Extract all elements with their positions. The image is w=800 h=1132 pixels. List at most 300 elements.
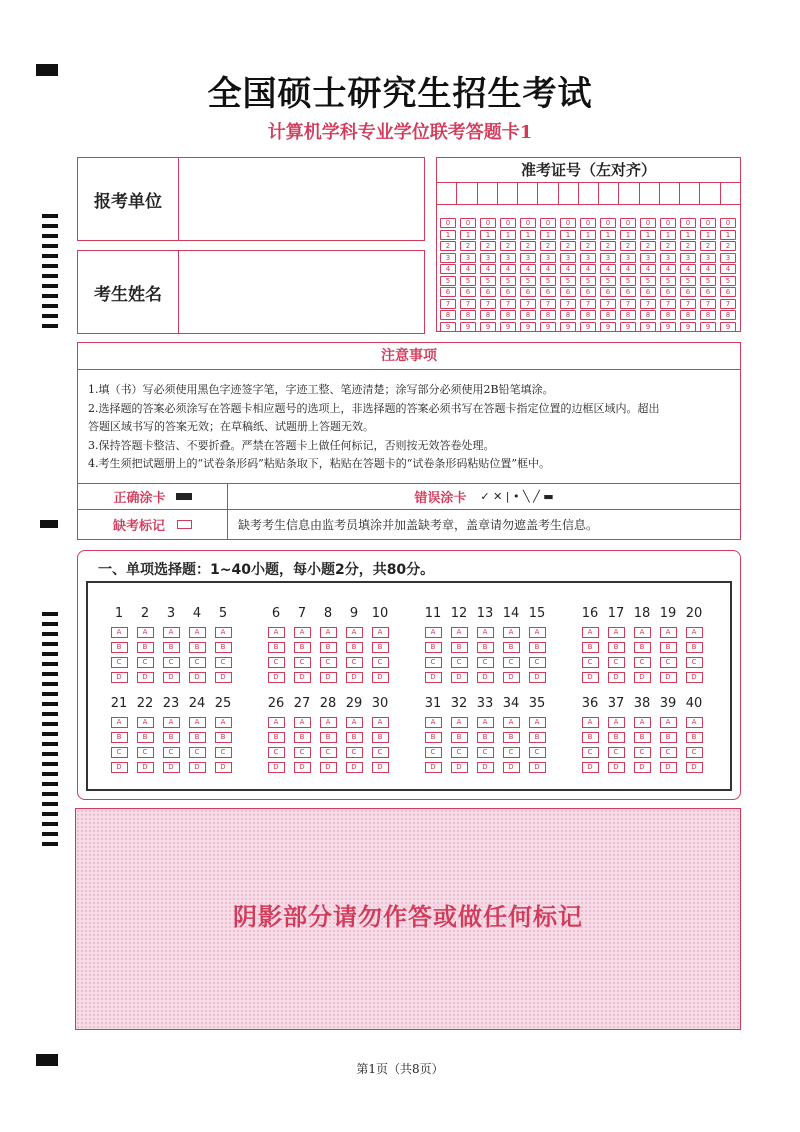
option-a-bubble[interactable]: A (529, 717, 546, 728)
digit-bubble[interactable]: 1 (640, 230, 656, 240)
option-d-bubble[interactable]: D (294, 672, 311, 683)
digit-bubble[interactable]: 0 (540, 218, 556, 228)
option-c-bubble[interactable]: C (372, 657, 389, 668)
option-d-bubble[interactable]: D (137, 672, 154, 683)
digit-bubble[interactable]: 0 (460, 218, 476, 228)
option-b-bubble[interactable]: B (582, 732, 599, 743)
option-b-bubble[interactable]: B (111, 642, 128, 653)
digit-bubble[interactable]: 0 (520, 218, 536, 228)
exam-number-cell[interactable] (478, 182, 498, 204)
option-b-bubble[interactable]: B (425, 732, 442, 743)
digit-bubble[interactable]: 9 (720, 322, 736, 332)
option-c-bubble[interactable]: C (451, 657, 468, 668)
name-field[interactable] (179, 251, 424, 333)
digit-bubble[interactable]: 0 (680, 218, 696, 228)
option-b-bubble[interactable]: B (503, 732, 520, 743)
digit-bubble[interactable]: 2 (460, 241, 476, 251)
option-a-bubble[interactable]: A (634, 627, 651, 638)
option-c-bubble[interactable]: C (582, 747, 599, 758)
digit-bubble[interactable]: 0 (480, 218, 496, 228)
digit-bubble[interactable]: 2 (540, 241, 556, 251)
digit-bubble[interactable]: 6 (480, 287, 496, 297)
option-d-bubble[interactable]: D (582, 762, 599, 773)
option-b-bubble[interactable]: B (529, 732, 546, 743)
digit-bubble[interactable]: 6 (460, 287, 476, 297)
option-a-bubble[interactable]: A (215, 717, 232, 728)
digit-bubble[interactable]: 4 (580, 264, 596, 274)
option-d-bubble[interactable]: D (111, 672, 128, 683)
option-d-bubble[interactable]: D (346, 762, 363, 773)
option-a-bubble[interactable]: A (634, 717, 651, 728)
digit-bubble[interactable]: 4 (620, 264, 636, 274)
digit-bubble[interactable]: 5 (620, 276, 636, 286)
digit-bubble[interactable]: 6 (520, 287, 536, 297)
digit-bubble[interactable]: 9 (560, 322, 576, 332)
digit-bubble[interactable]: 1 (520, 230, 536, 240)
option-b-bubble[interactable]: B (451, 732, 468, 743)
option-b-bubble[interactable]: B (163, 642, 180, 653)
option-c-bubble[interactable]: C (346, 657, 363, 668)
digit-bubble[interactable]: 5 (560, 276, 576, 286)
digit-bubble[interactable]: 7 (500, 299, 516, 309)
digit-bubble[interactable]: 6 (560, 287, 576, 297)
digit-bubble[interactable]: 7 (640, 299, 656, 309)
option-d-bubble[interactable]: D (320, 762, 337, 773)
option-d-bubble[interactable]: D (215, 672, 232, 683)
option-b-bubble[interactable]: B (268, 732, 285, 743)
digit-bubble[interactable]: 0 (440, 218, 456, 228)
exam-number-cell[interactable] (538, 182, 558, 204)
option-a-bubble[interactable]: A (608, 717, 625, 728)
digit-bubble[interactable]: 5 (480, 276, 496, 286)
digit-bubble[interactable]: 0 (500, 218, 516, 228)
option-a-bubble[interactable]: A (294, 717, 311, 728)
digit-bubble[interactable]: 0 (620, 218, 636, 228)
digit-bubble[interactable]: 6 (620, 287, 636, 297)
option-c-bubble[interactable]: C (503, 657, 520, 668)
option-b-bubble[interactable]: B (582, 642, 599, 653)
exam-number-cell[interactable] (498, 182, 518, 204)
digit-bubble[interactable]: 1 (720, 230, 736, 240)
option-b-bubble[interactable]: B (189, 732, 206, 743)
option-b-bubble[interactable]: B (215, 642, 232, 653)
digit-bubble[interactable]: 9 (540, 322, 556, 332)
option-d-bubble[interactable]: D (634, 762, 651, 773)
option-a-bubble[interactable]: A (111, 717, 128, 728)
option-b-bubble[interactable]: B (137, 732, 154, 743)
digit-bubble[interactable]: 5 (500, 276, 516, 286)
option-d-bubble[interactable]: D (425, 762, 442, 773)
option-b-bubble[interactable]: B (268, 642, 285, 653)
option-c-bubble[interactable]: C (634, 747, 651, 758)
digit-bubble[interactable]: 6 (540, 287, 556, 297)
option-b-bubble[interactable]: B (163, 732, 180, 743)
digit-bubble[interactable]: 3 (600, 253, 616, 263)
option-c-bubble[interactable]: C (268, 657, 285, 668)
digit-bubble[interactable]: 9 (500, 322, 516, 332)
option-d-bubble[interactable]: D (686, 672, 703, 683)
option-b-bubble[interactable]: B (608, 642, 625, 653)
option-d-bubble[interactable]: D (686, 762, 703, 773)
option-c-bubble[interactable]: C (686, 657, 703, 668)
option-b-bubble[interactable]: B (477, 642, 494, 653)
digit-bubble[interactable]: 7 (660, 299, 676, 309)
option-a-bubble[interactable]: A (189, 627, 206, 638)
option-a-bubble[interactable]: A (163, 627, 180, 638)
option-c-bubble[interactable]: C (111, 747, 128, 758)
digit-bubble[interactable]: 2 (560, 241, 576, 251)
digit-bubble[interactable]: 9 (700, 322, 716, 332)
option-a-bubble[interactable]: A (346, 717, 363, 728)
option-a-bubble[interactable]: A (686, 627, 703, 638)
digit-bubble[interactable]: 7 (540, 299, 556, 309)
option-b-bubble[interactable]: B (372, 642, 389, 653)
option-c-bubble[interactable]: C (608, 747, 625, 758)
digit-bubble[interactable]: 7 (600, 299, 616, 309)
option-d-bubble[interactable]: D (372, 672, 389, 683)
option-a-bubble[interactable]: A (189, 717, 206, 728)
digit-bubble[interactable]: 3 (520, 253, 536, 263)
option-c-bubble[interactable]: C (163, 747, 180, 758)
digit-bubble[interactable]: 7 (460, 299, 476, 309)
option-c-bubble[interactable]: C (137, 747, 154, 758)
option-a-bubble[interactable]: A (425, 717, 442, 728)
digit-bubble[interactable]: 5 (700, 276, 716, 286)
option-d-bubble[interactable]: D (582, 672, 599, 683)
option-b-bubble[interactable]: B (189, 642, 206, 653)
digit-bubble[interactable]: 6 (640, 287, 656, 297)
option-c-bubble[interactable]: C (529, 747, 546, 758)
exam-number-cell[interactable] (660, 182, 680, 204)
option-c-bubble[interactable]: C (294, 657, 311, 668)
digit-bubble[interactable]: 8 (640, 310, 656, 320)
digit-bubble[interactable]: 1 (600, 230, 616, 240)
option-a-bubble[interactable]: A (294, 627, 311, 638)
option-a-bubble[interactable]: A (137, 627, 154, 638)
digit-bubble[interactable]: 9 (620, 322, 636, 332)
digit-bubble[interactable]: 8 (580, 310, 596, 320)
digit-bubble[interactable]: 5 (600, 276, 616, 286)
option-a-bubble[interactable]: A (425, 627, 442, 638)
option-a-bubble[interactable]: A (320, 717, 337, 728)
option-b-bubble[interactable]: B (660, 642, 677, 653)
digit-bubble[interactable]: 8 (680, 310, 696, 320)
digit-bubble[interactable]: 8 (440, 310, 456, 320)
option-c-bubble[interactable]: C (189, 657, 206, 668)
digit-bubble[interactable]: 8 (600, 310, 616, 320)
option-d-bubble[interactable]: D (137, 762, 154, 773)
digit-bubble[interactable]: 0 (700, 218, 716, 228)
digit-bubble[interactable]: 7 (680, 299, 696, 309)
option-d-bubble[interactable]: D (503, 762, 520, 773)
digit-bubble[interactable]: 3 (500, 253, 516, 263)
digit-bubble[interactable]: 4 (640, 264, 656, 274)
option-b-bubble[interactable]: B (294, 642, 311, 653)
option-a-bubble[interactable]: A (582, 627, 599, 638)
digit-bubble[interactable]: 1 (660, 230, 676, 240)
digit-bubble[interactable]: 1 (540, 230, 556, 240)
digit-bubble[interactable]: 2 (440, 241, 456, 251)
option-a-bubble[interactable]: A (215, 627, 232, 638)
option-d-bubble[interactable]: D (268, 762, 285, 773)
digit-bubble[interactable]: 2 (580, 241, 596, 251)
option-a-bubble[interactable]: A (451, 717, 468, 728)
option-c-bubble[interactable]: C (660, 657, 677, 668)
option-a-bubble[interactable]: A (608, 627, 625, 638)
absent-mark-box[interactable] (177, 520, 192, 529)
option-b-bubble[interactable]: B (529, 642, 546, 653)
digit-bubble[interactable]: 8 (700, 310, 716, 320)
digit-bubble[interactable]: 5 (440, 276, 456, 286)
option-a-bubble[interactable]: A (346, 627, 363, 638)
option-d-bubble[interactable]: D (477, 672, 494, 683)
option-c-bubble[interactable]: C (451, 747, 468, 758)
digit-bubble[interactable]: 8 (480, 310, 496, 320)
exam-number-cell[interactable] (579, 182, 599, 204)
digit-bubble[interactable]: 4 (520, 264, 536, 274)
digit-bubble[interactable]: 2 (480, 241, 496, 251)
digit-bubble[interactable]: 3 (580, 253, 596, 263)
digit-bubble[interactable]: 6 (580, 287, 596, 297)
digit-bubble[interactable]: 0 (660, 218, 676, 228)
digit-bubble[interactable]: 2 (520, 241, 536, 251)
digit-bubble[interactable]: 3 (700, 253, 716, 263)
digit-bubble[interactable]: 5 (660, 276, 676, 286)
exam-number-cell[interactable] (518, 182, 538, 204)
digit-bubble[interactable]: 2 (500, 241, 516, 251)
digit-bubble[interactable]: 1 (560, 230, 576, 240)
exam-number-cell[interactable] (721, 182, 740, 204)
option-b-bubble[interactable]: B (503, 642, 520, 653)
digit-bubble[interactable]: 9 (660, 322, 676, 332)
digit-bubble[interactable]: 3 (720, 253, 736, 263)
option-c-bubble[interactable]: C (268, 747, 285, 758)
option-b-bubble[interactable]: B (608, 732, 625, 743)
option-a-bubble[interactable]: A (372, 717, 389, 728)
option-a-bubble[interactable]: A (320, 627, 337, 638)
exam-number-cell[interactable] (619, 182, 639, 204)
digit-bubble[interactable]: 4 (540, 264, 556, 274)
option-a-bubble[interactable]: A (268, 717, 285, 728)
option-c-bubble[interactable]: C (294, 747, 311, 758)
option-d-bubble[interactable]: D (660, 762, 677, 773)
digit-bubble[interactable]: 2 (680, 241, 696, 251)
digit-bubble[interactable]: 6 (500, 287, 516, 297)
digit-bubble[interactable]: 1 (620, 230, 636, 240)
digit-bubble[interactable]: 2 (700, 241, 716, 251)
digit-bubble[interactable]: 3 (640, 253, 656, 263)
digit-bubble[interactable]: 8 (720, 310, 736, 320)
option-c-bubble[interactable]: C (425, 657, 442, 668)
option-c-bubble[interactable]: C (477, 747, 494, 758)
digit-bubble[interactable]: 8 (460, 310, 476, 320)
digit-bubble[interactable]: 9 (440, 322, 456, 332)
digit-bubble[interactable]: 4 (680, 264, 696, 274)
option-c-bubble[interactable]: C (634, 657, 651, 668)
option-d-bubble[interactable]: D (529, 762, 546, 773)
digit-bubble[interactable]: 1 (580, 230, 596, 240)
digit-bubble[interactable]: 3 (660, 253, 676, 263)
option-a-bubble[interactable]: A (111, 627, 128, 638)
option-b-bubble[interactable]: B (346, 642, 363, 653)
digit-bubble[interactable]: 2 (720, 241, 736, 251)
option-d-bubble[interactable]: D (660, 672, 677, 683)
option-b-bubble[interactable]: B (660, 732, 677, 743)
digit-bubble[interactable]: 3 (440, 253, 456, 263)
option-c-bubble[interactable]: C (163, 657, 180, 668)
digit-bubble[interactable]: 8 (540, 310, 556, 320)
digit-bubble[interactable]: 4 (500, 264, 516, 274)
exam-number-cell[interactable] (640, 182, 660, 204)
digit-bubble[interactable]: 4 (460, 264, 476, 274)
digit-bubble[interactable]: 0 (600, 218, 616, 228)
digit-bubble[interactable]: 5 (640, 276, 656, 286)
option-d-bubble[interactable]: D (163, 672, 180, 683)
digit-bubble[interactable]: 6 (440, 287, 456, 297)
digit-bubble[interactable]: 4 (720, 264, 736, 274)
option-c-bubble[interactable]: C (582, 657, 599, 668)
option-c-bubble[interactable]: C (111, 657, 128, 668)
option-b-bubble[interactable]: B (425, 642, 442, 653)
option-a-bubble[interactable]: A (451, 627, 468, 638)
digit-bubble[interactable]: 5 (720, 276, 736, 286)
digit-bubble[interactable]: 1 (700, 230, 716, 240)
digit-bubble[interactable]: 1 (500, 230, 516, 240)
option-a-bubble[interactable]: A (660, 717, 677, 728)
digit-bubble[interactable]: 2 (660, 241, 676, 251)
digit-bubble[interactable]: 8 (520, 310, 536, 320)
option-a-bubble[interactable]: A (268, 627, 285, 638)
digit-bubble[interactable]: 9 (580, 322, 596, 332)
digit-bubble[interactable]: 0 (720, 218, 736, 228)
option-b-bubble[interactable]: B (320, 642, 337, 653)
option-c-bubble[interactable]: C (215, 747, 232, 758)
option-c-bubble[interactable]: C (529, 657, 546, 668)
digit-bubble[interactable]: 7 (720, 299, 736, 309)
exam-number-cell[interactable] (559, 182, 579, 204)
option-b-bubble[interactable]: B (111, 732, 128, 743)
option-d-bubble[interactable]: D (451, 762, 468, 773)
exam-number-cell[interactable] (457, 182, 477, 204)
digit-bubble[interactable]: 8 (620, 310, 636, 320)
digit-bubble[interactable]: 5 (580, 276, 596, 286)
option-d-bubble[interactable]: D (425, 672, 442, 683)
digit-bubble[interactable]: 5 (680, 276, 696, 286)
option-a-bubble[interactable]: A (503, 717, 520, 728)
option-c-bubble[interactable]: C (686, 747, 703, 758)
digit-bubble[interactable]: 3 (560, 253, 576, 263)
option-c-bubble[interactable]: C (503, 747, 520, 758)
option-b-bubble[interactable]: B (686, 642, 703, 653)
option-d-bubble[interactable]: D (477, 762, 494, 773)
option-c-bubble[interactable]: C (137, 657, 154, 668)
option-d-bubble[interactable]: D (163, 762, 180, 773)
digit-bubble[interactable]: 8 (500, 310, 516, 320)
option-d-bubble[interactable]: D (608, 762, 625, 773)
option-d-bubble[interactable]: D (451, 672, 468, 683)
option-b-bubble[interactable]: B (215, 732, 232, 743)
option-b-bubble[interactable]: B (477, 732, 494, 743)
digit-bubble[interactable]: 4 (660, 264, 676, 274)
option-d-bubble[interactable]: D (634, 672, 651, 683)
digit-bubble[interactable]: 7 (560, 299, 576, 309)
digit-bubble[interactable]: 2 (640, 241, 656, 251)
option-a-bubble[interactable]: A (477, 717, 494, 728)
option-c-bubble[interactable]: C (608, 657, 625, 668)
digit-bubble[interactable]: 6 (700, 287, 716, 297)
option-a-bubble[interactable]: A (686, 717, 703, 728)
option-b-bubble[interactable]: B (451, 642, 468, 653)
digit-bubble[interactable]: 4 (560, 264, 576, 274)
option-a-bubble[interactable]: A (163, 717, 180, 728)
digit-bubble[interactable]: 9 (460, 322, 476, 332)
digit-bubble[interactable]: 9 (520, 322, 536, 332)
option-d-bubble[interactable]: D (189, 762, 206, 773)
option-d-bubble[interactable]: D (503, 672, 520, 683)
digit-bubble[interactable]: 1 (480, 230, 496, 240)
digit-bubble[interactable]: 8 (660, 310, 676, 320)
option-d-bubble[interactable]: D (268, 672, 285, 683)
option-d-bubble[interactable]: D (189, 672, 206, 683)
option-a-bubble[interactable]: A (503, 627, 520, 638)
exam-number-cell[interactable] (700, 182, 720, 204)
option-a-bubble[interactable]: A (529, 627, 546, 638)
option-a-bubble[interactable]: A (660, 627, 677, 638)
option-a-bubble[interactable]: A (477, 627, 494, 638)
digit-bubble[interactable]: 2 (600, 241, 616, 251)
option-c-bubble[interactable]: C (215, 657, 232, 668)
digit-bubble[interactable]: 9 (600, 322, 616, 332)
option-b-bubble[interactable]: B (346, 732, 363, 743)
option-d-bubble[interactable]: D (529, 672, 546, 683)
digit-bubble[interactable]: 6 (600, 287, 616, 297)
digit-bubble[interactable]: 5 (460, 276, 476, 286)
option-c-bubble[interactable]: C (477, 657, 494, 668)
digit-bubble[interactable]: 3 (620, 253, 636, 263)
digit-bubble[interactable]: 7 (440, 299, 456, 309)
option-b-bubble[interactable]: B (686, 732, 703, 743)
option-a-bubble[interactable]: A (137, 717, 154, 728)
digit-bubble[interactable]: 4 (700, 264, 716, 274)
digit-bubble[interactable]: 5 (540, 276, 556, 286)
option-d-bubble[interactable]: D (372, 762, 389, 773)
digit-bubble[interactable]: 3 (460, 253, 476, 263)
exam-number-cell[interactable] (680, 182, 700, 204)
digit-bubble[interactable]: 2 (620, 241, 636, 251)
digit-bubble[interactable]: 4 (600, 264, 616, 274)
digit-bubble[interactable]: 1 (440, 230, 456, 240)
digit-bubble[interactable]: 5 (520, 276, 536, 286)
option-c-bubble[interactable]: C (189, 747, 206, 758)
digit-bubble[interactable]: 4 (440, 264, 456, 274)
option-c-bubble[interactable]: C (372, 747, 389, 758)
digit-bubble[interactable]: 0 (560, 218, 576, 228)
digit-bubble[interactable]: 8 (560, 310, 576, 320)
option-c-bubble[interactable]: C (320, 747, 337, 758)
digit-bubble[interactable]: 9 (480, 322, 496, 332)
digit-bubble[interactable]: 9 (680, 322, 696, 332)
digit-bubble[interactable]: 0 (640, 218, 656, 228)
option-a-bubble[interactable]: A (372, 627, 389, 638)
digit-bubble[interactable]: 6 (720, 287, 736, 297)
option-c-bubble[interactable]: C (346, 747, 363, 758)
unit-field[interactable] (179, 158, 424, 240)
digit-bubble[interactable]: 7 (520, 299, 536, 309)
option-c-bubble[interactable]: C (660, 747, 677, 758)
digit-bubble[interactable]: 3 (540, 253, 556, 263)
option-d-bubble[interactable]: D (608, 672, 625, 683)
digit-bubble[interactable]: 6 (660, 287, 676, 297)
